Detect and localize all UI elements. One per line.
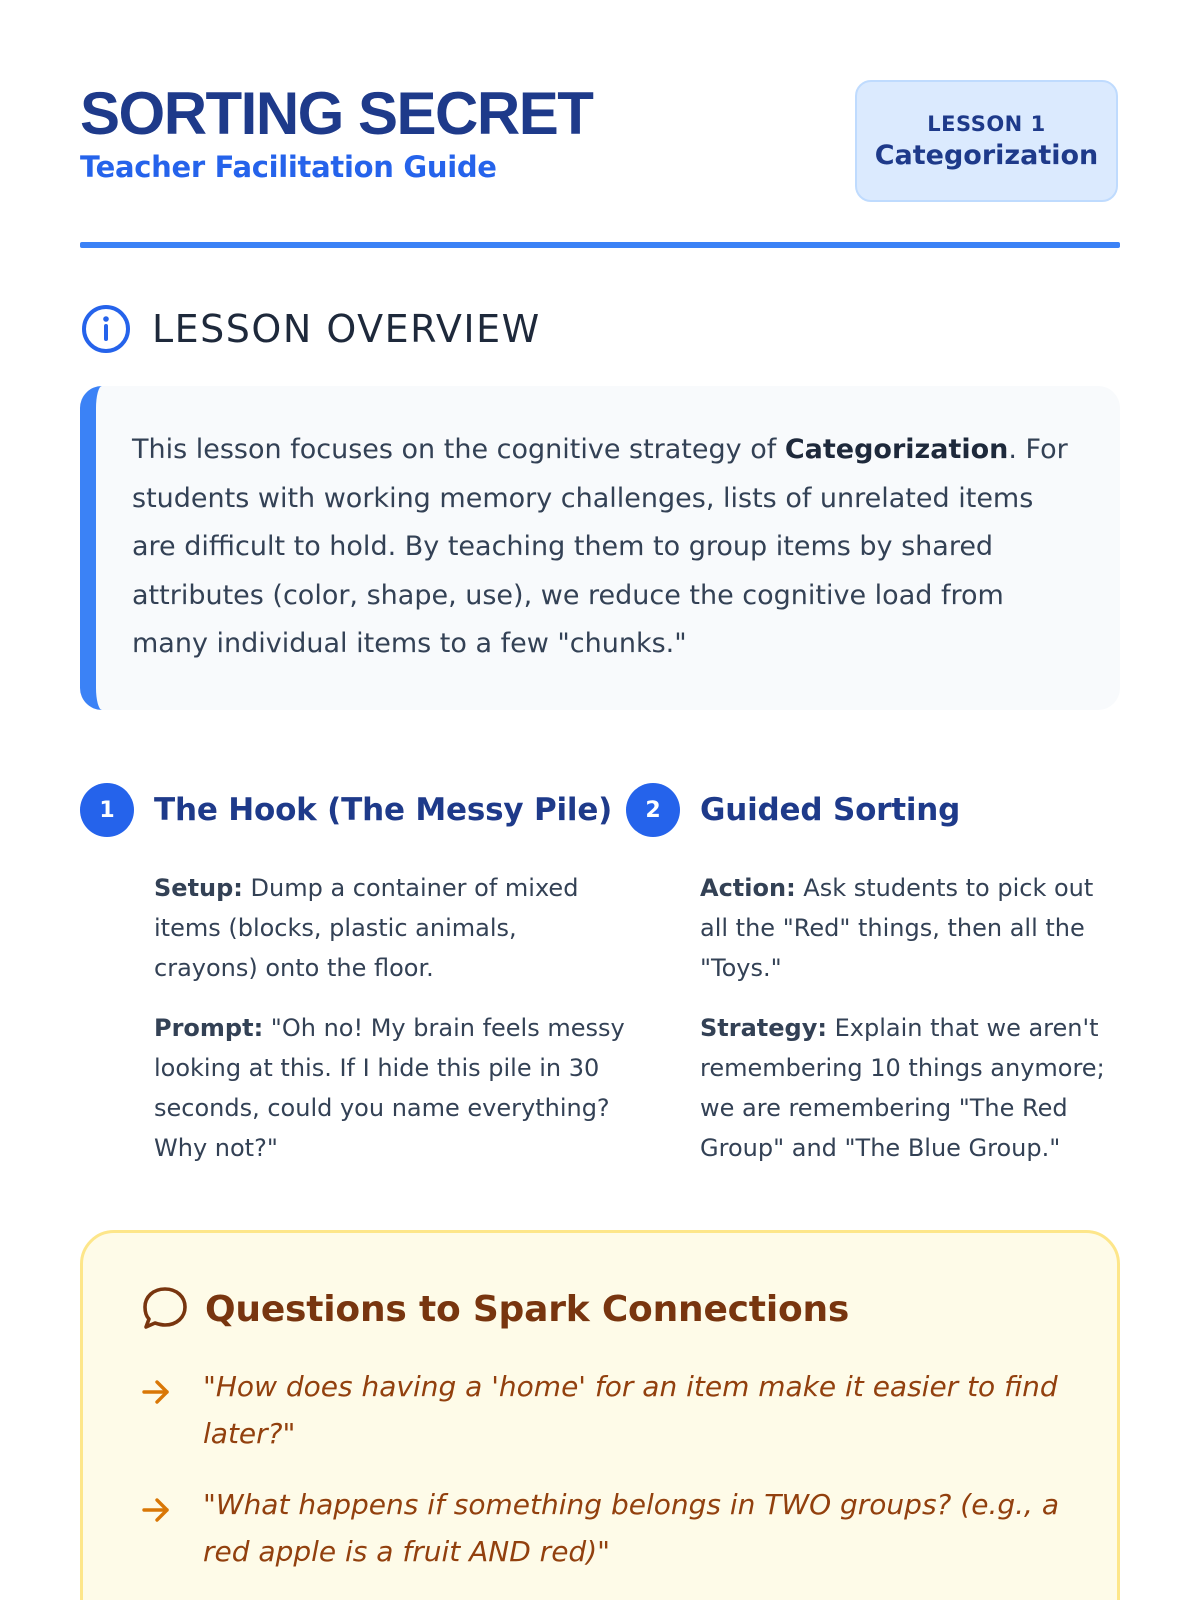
step-paragraph-prompt	[154, 1008, 626, 1168]
step-title: Guided Sorting	[700, 792, 961, 828]
overview-callout	[80, 386, 1120, 710]
step-label: Setup:	[154, 874, 243, 902]
questions-list	[139, 1363, 1061, 1575]
chat-bubble-icon	[139, 1283, 191, 1335]
question-item	[139, 1363, 1061, 1457]
step-body	[700, 868, 1120, 1168]
step-guided-sorting	[626, 782, 1120, 1168]
step-title: The Hook (The Messy Pile)	[154, 792, 613, 828]
step-paragraph-setup	[154, 868, 626, 988]
header	[80, 80, 1120, 242]
questions-heading	[139, 1283, 1061, 1335]
step-paragraph-strategy	[700, 1008, 1120, 1168]
arrow-right-icon	[139, 1493, 173, 1527]
step-paragraph-action	[700, 868, 1120, 988]
step-label: Action:	[700, 874, 796, 902]
step-header	[626, 782, 1120, 838]
question-text: "What happens if something belongs in TWO groups? (e.g., a red apple is a fruit AND red)"	[203, 1488, 1059, 1568]
lesson-badge	[855, 80, 1118, 202]
step-label: Prompt:	[154, 1014, 264, 1042]
questions-title: Questions to Spark Connections	[205, 1288, 850, 1330]
steps	[80, 782, 1120, 1168]
question-item	[139, 1481, 1061, 1575]
step-text: Dump a container of mixed items (blocks, plastic animals, crayons) onto the floor.	[154, 874, 579, 982]
step-number-badge: 1	[80, 783, 134, 837]
step-number-badge: 2	[626, 783, 680, 837]
header-divider	[80, 242, 1120, 248]
step-body	[154, 868, 626, 1168]
overview-text-end: . For students with working memory challenges, lists of unrelated items are difficult to hold. By teaching them to group items by shared attributes (color, shape, use), we reduce the cognitive load from many individual items to a few "chunks."	[132, 434, 1068, 659]
lesson-number: LESSON 1	[927, 111, 1046, 136]
questions-card	[80, 1230, 1120, 1600]
step-text: Ask students to pick out all the "Red" things, then all the "Toys."	[700, 874, 1094, 982]
step-label: Strategy:	[700, 1014, 827, 1042]
arrow-right-icon	[139, 1375, 173, 1409]
step-header	[80, 782, 626, 838]
step-text: Explain that we aren't remembering 10 things anymore; we are remembering "The Red Group" and "The Blue Group."	[700, 1014, 1105, 1162]
overview-heading	[80, 304, 1120, 354]
overview-title: LESSON OVERVIEW	[152, 307, 541, 351]
question-text: "How does having a 'home' for an item make it easier to find later?"	[203, 1370, 1058, 1450]
page-subtitle: Teacher Facilitation Guide	[80, 150, 497, 184]
step-hook	[80, 782, 626, 1168]
overview-text	[132, 426, 1084, 669]
overview-text-start: This lesson focuses on the cognitive strategy of	[132, 434, 785, 465]
overview-keyword: Categorization	[784, 434, 1009, 465]
title-block	[80, 80, 592, 184]
lesson-name: Categorization	[874, 139, 1099, 171]
page-title: SORTING SECRET	[80, 80, 593, 147]
info-icon	[80, 303, 132, 355]
step-text: "Oh no! My brain feels messy looking at this. If I hide this pile in 30 seconds, could you name everything? Why not?"	[154, 1014, 625, 1162]
